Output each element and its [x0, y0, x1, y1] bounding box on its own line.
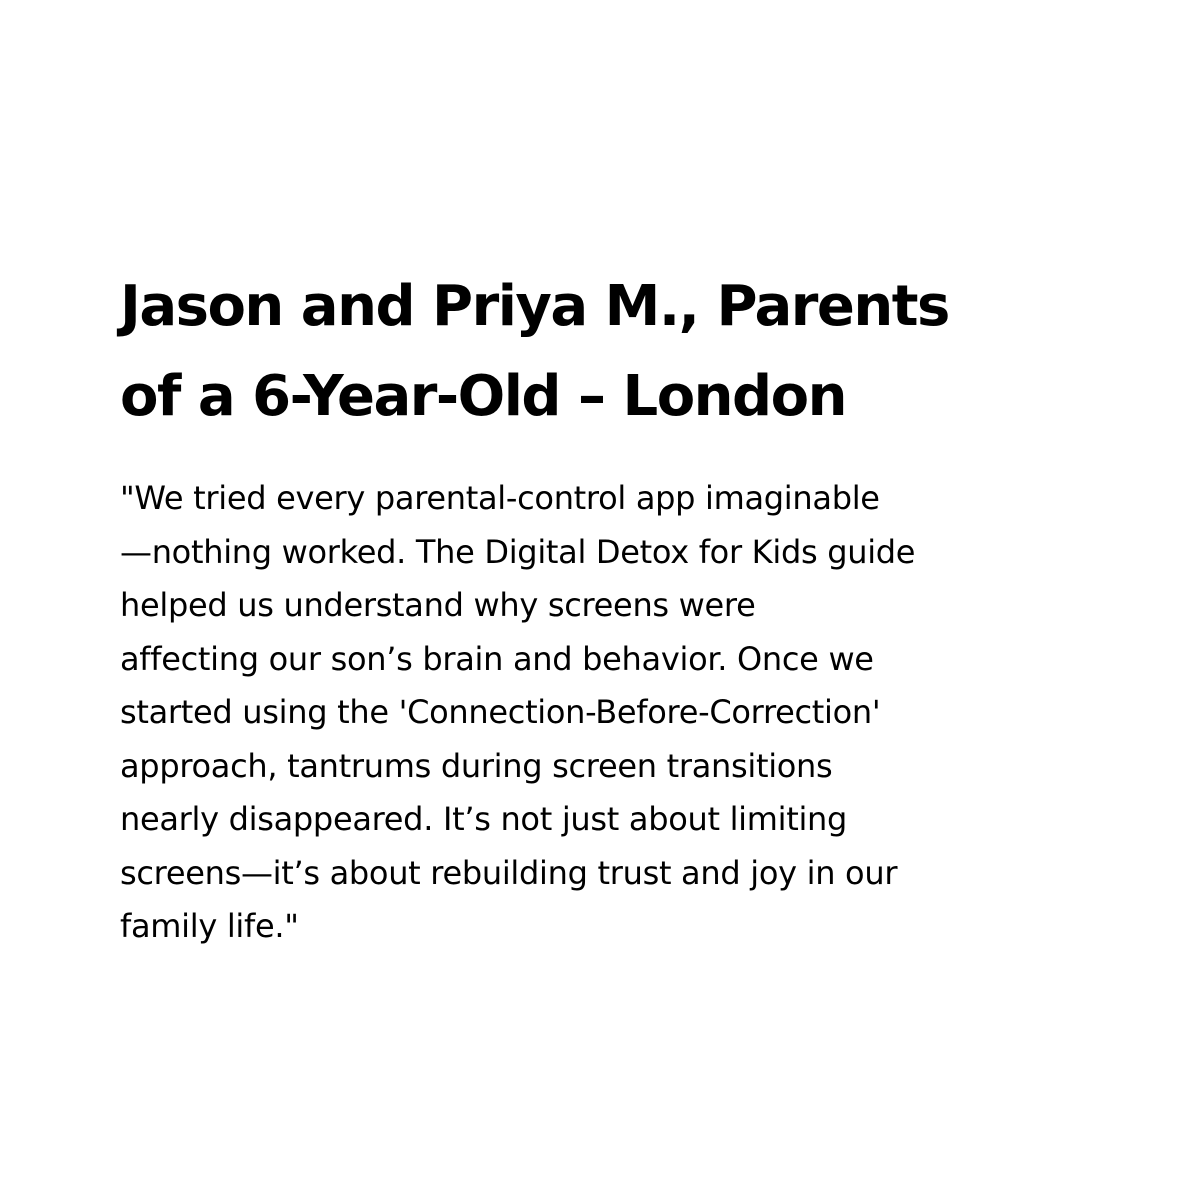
testimonial-card [120, 262, 1095, 954]
testimonial-quote [120, 472, 1095, 954]
quote-line: started using the 'Connection-Before-Correction' [120, 693, 881, 731]
quote-line: family life." [120, 907, 299, 945]
quote-line: nearly disappeared. It’s not just about limiting [120, 800, 848, 838]
testimonial-heading [120, 262, 1095, 442]
heading-line: of a 6-Year-Old – London [120, 364, 846, 429]
quote-line: helped us understand why screens were [120, 586, 756, 624]
quote-line: "We tried every parental-control app imaginable [120, 479, 880, 517]
quote-line: screens—it’s about rebuilding trust and joy in our [120, 853, 898, 892]
heading-line: Jason and Priya M., Parents [120, 274, 949, 339]
quote-line: affecting our son’s brain and behavior. Once we [120, 639, 874, 678]
quote-line: —nothing worked. The Digital Detox for Kids guide [120, 532, 916, 571]
quote-line: approach, tantrums during screen transitions [120, 746, 833, 785]
